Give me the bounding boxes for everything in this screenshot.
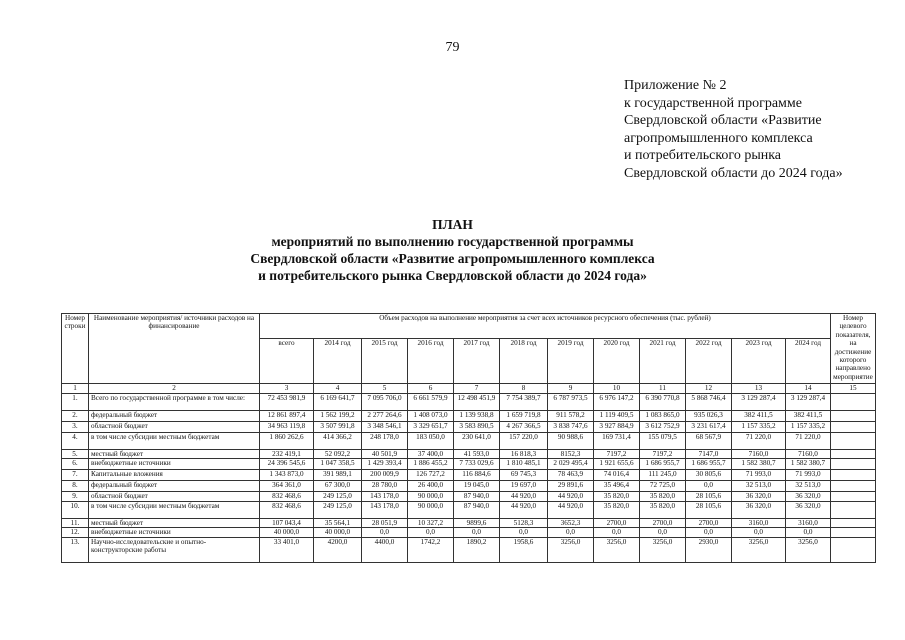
value-cell: 0,0 bbox=[640, 528, 686, 537]
plan-table bbox=[61, 313, 876, 563]
value-cell: 44 920,0 bbox=[500, 492, 548, 501]
table-row bbox=[62, 411, 876, 422]
value-cell: 2700,0 bbox=[640, 518, 686, 527]
value-cell: 2700,0 bbox=[594, 518, 640, 527]
value-cell: 126 727,2 bbox=[408, 470, 454, 481]
column-number: 14 bbox=[786, 384, 831, 394]
value-cell: 3256,0 bbox=[732, 537, 786, 562]
header-year: 2023 год bbox=[732, 339, 786, 384]
value-cell: 1 810 485,1 bbox=[500, 459, 548, 470]
value-cell: 5128,3 bbox=[500, 518, 548, 527]
target-cell bbox=[831, 528, 876, 537]
value-cell: 3256,0 bbox=[548, 537, 594, 562]
title-line: ПЛАН bbox=[432, 217, 473, 232]
row-number-cell: 11. bbox=[62, 518, 89, 527]
row-number-cell: 1. bbox=[62, 394, 89, 411]
value-cell: 35 820,0 bbox=[640, 492, 686, 501]
value-cell: 26 400,0 bbox=[408, 481, 454, 492]
table-row bbox=[62, 470, 876, 481]
column-number: 1 bbox=[62, 384, 89, 394]
header-year: 2016 год bbox=[408, 339, 454, 384]
value-cell: 36 320,0 bbox=[732, 501, 786, 518]
value-cell: 16 818,3 bbox=[500, 450, 548, 459]
value-cell: 40 000,0 bbox=[260, 528, 314, 537]
value-cell: 35 496,4 bbox=[594, 481, 640, 492]
row-number-cell: 4. bbox=[62, 433, 89, 450]
value-cell: 19 697,0 bbox=[500, 481, 548, 492]
value-cell: 34 963 119,8 bbox=[260, 422, 314, 433]
table-row bbox=[62, 501, 876, 518]
row-name-cell: в том числе субсидии местным бюджетам bbox=[89, 501, 260, 518]
value-cell: 8152,3 bbox=[548, 450, 594, 459]
value-cell: 3 612 752,9 bbox=[640, 422, 686, 433]
value-cell: 40 000,0 bbox=[314, 528, 362, 537]
header-year: 2024 год bbox=[786, 339, 831, 384]
table-row bbox=[62, 537, 876, 562]
value-cell: 7197,2 bbox=[594, 450, 640, 459]
value-cell: 0,0 bbox=[548, 528, 594, 537]
value-cell: 7 095 706,0 bbox=[362, 394, 408, 411]
value-cell: 71 993,0 bbox=[732, 470, 786, 481]
value-cell: 3 231 617,4 bbox=[686, 422, 732, 433]
value-cell: 832 468,6 bbox=[260, 492, 314, 501]
value-cell: 2700,0 bbox=[686, 518, 732, 527]
column-number: 15 bbox=[831, 384, 876, 394]
appendix-note bbox=[624, 77, 843, 182]
column-number-row bbox=[62, 384, 876, 394]
table-row bbox=[62, 450, 876, 459]
appendix-line: к государственной программе bbox=[624, 95, 802, 111]
value-cell: 7160,0 bbox=[732, 450, 786, 459]
column-number: 9 bbox=[548, 384, 594, 394]
value-cell: 7147,0 bbox=[686, 450, 732, 459]
header-expenses: Объем расходов на выполнение мероприятия за счет всех источников ресурсного обеспечения (тыс. рублей) bbox=[260, 314, 831, 339]
value-cell: 3 348 546,1 bbox=[362, 422, 408, 433]
row-number-cell: 13. bbox=[62, 537, 89, 562]
header-year: 2015 год bbox=[362, 339, 408, 384]
value-cell: 364 361,0 bbox=[260, 481, 314, 492]
value-cell: 35 820,0 bbox=[594, 492, 640, 501]
title-line: мероприятий по выполнению государственной программы bbox=[271, 234, 634, 249]
page-number: 79 bbox=[445, 40, 460, 55]
value-cell: 1890,2 bbox=[454, 537, 500, 562]
value-cell: 1 921 655,6 bbox=[594, 459, 640, 470]
header-year: 2017 год bbox=[454, 339, 500, 384]
target-cell bbox=[831, 481, 876, 492]
plan-table-body bbox=[62, 384, 876, 563]
value-cell: 1 429 393,4 bbox=[362, 459, 408, 470]
value-cell: 1 659 719,8 bbox=[500, 411, 548, 422]
target-cell bbox=[831, 459, 876, 470]
value-cell: 3 583 890,5 bbox=[454, 422, 500, 433]
value-cell: 41 593,0 bbox=[454, 450, 500, 459]
value-cell: 248 178,0 bbox=[362, 433, 408, 450]
value-cell: 382 411,5 bbox=[786, 411, 831, 422]
value-cell: 7160,0 bbox=[786, 450, 831, 459]
value-cell: 52 092,2 bbox=[314, 450, 362, 459]
value-cell: 37 400,0 bbox=[408, 450, 454, 459]
value-cell: 249 125,0 bbox=[314, 492, 362, 501]
title-line: Свердловской области «Развитие агропромышленного комплекса bbox=[250, 251, 655, 266]
value-cell: 3256,0 bbox=[640, 537, 686, 562]
target-cell bbox=[831, 411, 876, 422]
target-cell bbox=[831, 492, 876, 501]
value-cell: 1 343 873,0 bbox=[260, 470, 314, 481]
appendix-line: агропромышленного комплекса bbox=[624, 130, 813, 146]
row-name-cell: местный бюджет bbox=[89, 450, 260, 459]
value-cell: 3 927 884,9 bbox=[594, 422, 640, 433]
target-cell bbox=[831, 537, 876, 562]
value-cell: 157 220,0 bbox=[500, 433, 548, 450]
value-cell: 3160,0 bbox=[786, 518, 831, 527]
value-cell: 414 366,2 bbox=[314, 433, 362, 450]
value-cell: 44 920,0 bbox=[548, 501, 594, 518]
value-cell: 28 105,6 bbox=[686, 501, 732, 518]
value-cell: 2930,0 bbox=[686, 537, 732, 562]
value-cell: 74 016,4 bbox=[594, 470, 640, 481]
value-cell: 1742,2 bbox=[408, 537, 454, 562]
value-cell: 3652,3 bbox=[548, 518, 594, 527]
value-cell: 183 050,0 bbox=[408, 433, 454, 450]
row-number-cell: 2. bbox=[62, 411, 89, 422]
value-cell: 6 390 770,8 bbox=[640, 394, 686, 411]
value-cell: 232 419,1 bbox=[260, 450, 314, 459]
table-row bbox=[62, 459, 876, 470]
value-cell: 6 976 147,2 bbox=[594, 394, 640, 411]
value-cell: 935 026,3 bbox=[686, 411, 732, 422]
value-cell: 2 029 495,4 bbox=[548, 459, 594, 470]
value-cell: 116 884,6 bbox=[454, 470, 500, 481]
value-cell: 4 267 366,5 bbox=[500, 422, 548, 433]
value-cell: 6 169 641,7 bbox=[314, 394, 362, 411]
column-number: 7 bbox=[454, 384, 500, 394]
table-row bbox=[62, 518, 876, 527]
header-target-indicator: Номер целевого показателя, на достижение которого направлено мероприятие bbox=[831, 314, 876, 384]
value-cell: 19 045,0 bbox=[454, 481, 500, 492]
value-cell: 6 661 579,9 bbox=[408, 394, 454, 411]
row-number-cell: 10. bbox=[62, 501, 89, 518]
value-cell: 44 920,0 bbox=[500, 501, 548, 518]
header-year: всего bbox=[260, 339, 314, 384]
value-cell: 33 401,0 bbox=[260, 537, 314, 562]
value-cell: 249 125,0 bbox=[314, 501, 362, 518]
target-cell bbox=[831, 433, 876, 450]
value-cell: 169 731,4 bbox=[594, 433, 640, 450]
value-cell: 3 507 991,8 bbox=[314, 422, 362, 433]
target-cell bbox=[831, 470, 876, 481]
value-cell: 68 567,9 bbox=[686, 433, 732, 450]
row-number-cell: 3. bbox=[62, 422, 89, 433]
value-cell: 36 320,0 bbox=[786, 501, 831, 518]
target-cell bbox=[831, 450, 876, 459]
appendix-line: Свердловской области «Развитие bbox=[624, 113, 822, 128]
value-cell: 111 245,0 bbox=[640, 470, 686, 481]
value-cell: 30 805,6 bbox=[686, 470, 732, 481]
row-number-cell: 5. bbox=[62, 450, 89, 459]
header-year: 2022 год bbox=[686, 339, 732, 384]
value-cell: 72 725,0 bbox=[640, 481, 686, 492]
value-cell: 35 564,1 bbox=[314, 518, 362, 527]
value-cell: 1 582 380,7 bbox=[786, 459, 831, 470]
value-cell: 1 047 358,5 bbox=[314, 459, 362, 470]
value-cell: 12 861 897,4 bbox=[260, 411, 314, 422]
value-cell: 5 868 746,4 bbox=[686, 394, 732, 411]
value-cell: 0,0 bbox=[686, 528, 732, 537]
row-number-cell: 9. bbox=[62, 492, 89, 501]
value-cell: 9899,6 bbox=[454, 518, 500, 527]
value-cell: 3160,0 bbox=[732, 518, 786, 527]
header-year: 2018 год bbox=[500, 339, 548, 384]
row-number-cell: 6. bbox=[62, 459, 89, 470]
column-number: 13 bbox=[732, 384, 786, 394]
value-cell: 35 820,0 bbox=[640, 501, 686, 518]
value-cell: 69 745,3 bbox=[500, 470, 548, 481]
value-cell: 3256,0 bbox=[594, 537, 640, 562]
value-cell: 0,0 bbox=[786, 528, 831, 537]
appendix-line: и потребительского рынка bbox=[624, 148, 782, 163]
value-cell: 0,0 bbox=[408, 528, 454, 537]
value-cell: 1 408 073,0 bbox=[408, 411, 454, 422]
row-name-cell: областной бюджет bbox=[89, 492, 260, 501]
value-cell: 3256,0 bbox=[786, 537, 831, 562]
table-row bbox=[62, 394, 876, 411]
value-cell: 382 411,5 bbox=[732, 411, 786, 422]
value-cell: 1 157 335,2 bbox=[786, 422, 831, 433]
column-number: 8 bbox=[500, 384, 548, 394]
value-cell: 29 891,6 bbox=[548, 481, 594, 492]
row-name-cell: Научно-исследовательские и опытно-конструкторские работы bbox=[89, 537, 260, 562]
value-cell: 3 838 747,6 bbox=[548, 422, 594, 433]
header-year: 2021 год bbox=[640, 339, 686, 384]
value-cell: 2 277 264,6 bbox=[362, 411, 408, 422]
value-cell: 71 220,0 bbox=[732, 433, 786, 450]
row-name-cell: Всего по государственной программе в том числе: bbox=[89, 394, 260, 411]
value-cell: 143 178,0 bbox=[362, 492, 408, 501]
value-cell: 155 079,5 bbox=[640, 433, 686, 450]
value-cell: 0,0 bbox=[686, 481, 732, 492]
value-cell: 1 083 865,0 bbox=[640, 411, 686, 422]
value-cell: 71 220,0 bbox=[786, 433, 831, 450]
value-cell: 6 787 973,5 bbox=[548, 394, 594, 411]
value-cell: 0,0 bbox=[732, 528, 786, 537]
table-row bbox=[62, 481, 876, 492]
value-cell: 24 396 545,6 bbox=[260, 459, 314, 470]
value-cell: 832 468,6 bbox=[260, 501, 314, 518]
value-cell: 911 578,2 bbox=[548, 411, 594, 422]
column-number: 3 bbox=[260, 384, 314, 394]
value-cell: 36 320,0 bbox=[786, 492, 831, 501]
header-year: 2020 год bbox=[594, 339, 640, 384]
value-cell: 90 000,0 bbox=[408, 501, 454, 518]
value-cell: 72 453 981,9 bbox=[260, 394, 314, 411]
value-cell: 1 139 938,8 bbox=[454, 411, 500, 422]
value-cell: 1 157 335,2 bbox=[732, 422, 786, 433]
value-cell: 200 009,9 bbox=[362, 470, 408, 481]
value-cell: 391 989,1 bbox=[314, 470, 362, 481]
value-cell: 32 513,0 bbox=[732, 481, 786, 492]
column-number: 12 bbox=[686, 384, 732, 394]
target-cell bbox=[831, 501, 876, 518]
value-cell: 3 129 287,4 bbox=[786, 394, 831, 411]
value-cell: 230 641,0 bbox=[454, 433, 500, 450]
row-number-cell: 8. bbox=[62, 481, 89, 492]
value-cell: 1 582 380,7 bbox=[732, 459, 786, 470]
table-row bbox=[62, 528, 876, 537]
value-cell: 28 780,0 bbox=[362, 481, 408, 492]
header-name: Наименование мероприятия/ источники расходов на финансирование bbox=[89, 314, 260, 384]
column-number: 11 bbox=[640, 384, 686, 394]
value-cell: 1 562 199,2 bbox=[314, 411, 362, 422]
column-number: 2 bbox=[89, 384, 260, 394]
target-cell bbox=[831, 422, 876, 433]
target-cell bbox=[831, 394, 876, 411]
value-cell: 7 733 029,6 bbox=[454, 459, 500, 470]
value-cell: 1 686 955,7 bbox=[686, 459, 732, 470]
appendix-line: Приложение № 2 bbox=[624, 78, 727, 93]
table-row bbox=[62, 433, 876, 450]
value-cell: 7197,2 bbox=[640, 450, 686, 459]
value-cell: 12 498 451,9 bbox=[454, 394, 500, 411]
value-cell: 71 993,0 bbox=[786, 470, 831, 481]
appendix-line: Свердловской области до 2024 года» bbox=[624, 165, 843, 181]
value-cell: 1 886 455,2 bbox=[408, 459, 454, 470]
value-cell: 40 501,9 bbox=[362, 450, 408, 459]
value-cell: 3 129 287,4 bbox=[732, 394, 786, 411]
row-number-cell: 7. bbox=[62, 470, 89, 481]
value-cell: 4200,0 bbox=[314, 537, 362, 562]
value-cell: 1 119 409,5 bbox=[594, 411, 640, 422]
value-cell: 87 940,0 bbox=[454, 492, 500, 501]
column-number: 10 bbox=[594, 384, 640, 394]
row-name-cell: Капитальные вложения bbox=[89, 470, 260, 481]
value-cell: 0,0 bbox=[362, 528, 408, 537]
row-name-cell: федеральный бюджет bbox=[89, 411, 260, 422]
column-number: 5 bbox=[362, 384, 408, 394]
value-cell: 4400,0 bbox=[362, 537, 408, 562]
value-cell: 28 105,6 bbox=[686, 492, 732, 501]
value-cell: 35 820,0 bbox=[594, 501, 640, 518]
column-number: 6 bbox=[408, 384, 454, 394]
header-year: 2019 год bbox=[548, 339, 594, 384]
value-cell: 67 300,0 bbox=[314, 481, 362, 492]
value-cell: 1 686 955,7 bbox=[640, 459, 686, 470]
value-cell: 3 329 651,7 bbox=[408, 422, 454, 433]
row-name-cell: внебюджетные источники bbox=[89, 459, 260, 470]
value-cell: 0,0 bbox=[594, 528, 640, 537]
row-name-cell: в том числе субсидии местным бюджетам bbox=[89, 433, 260, 450]
document-title bbox=[0, 216, 905, 284]
header-row-number: Номер строки bbox=[62, 314, 89, 384]
table-row bbox=[62, 492, 876, 501]
value-cell: 28 051,9 bbox=[362, 518, 408, 527]
value-cell: 90 000,0 bbox=[408, 492, 454, 501]
value-cell: 32 513,0 bbox=[786, 481, 831, 492]
value-cell: 36 320,0 bbox=[732, 492, 786, 501]
value-cell: 7 754 389,7 bbox=[500, 394, 548, 411]
table-row bbox=[62, 422, 876, 433]
row-name-cell: местный бюджет bbox=[89, 518, 260, 527]
row-name-cell: внебюджетные источники bbox=[89, 528, 260, 537]
value-cell: 1 860 262,6 bbox=[260, 433, 314, 450]
value-cell: 78 463,9 bbox=[548, 470, 594, 481]
title-line: и потребительского рынка Свердловской области до 2024 года» bbox=[258, 268, 647, 283]
value-cell: 143 178,0 bbox=[362, 501, 408, 518]
value-cell: 0,0 bbox=[454, 528, 500, 537]
value-cell: 87 940,0 bbox=[454, 501, 500, 518]
value-cell: 44 920,0 bbox=[548, 492, 594, 501]
row-number-cell: 12. bbox=[62, 528, 89, 537]
value-cell: 1958,6 bbox=[500, 537, 548, 562]
value-cell: 90 988,6 bbox=[548, 433, 594, 450]
value-cell: 10 327,2 bbox=[408, 518, 454, 527]
header-year: 2014 год bbox=[314, 339, 362, 384]
row-name-cell: областной бюджет bbox=[89, 422, 260, 433]
value-cell: 107 043,4 bbox=[260, 518, 314, 527]
value-cell: 0,0 bbox=[500, 528, 548, 537]
column-number: 4 bbox=[314, 384, 362, 394]
row-name-cell: федеральный бюджет bbox=[89, 481, 260, 492]
target-cell bbox=[831, 518, 876, 527]
